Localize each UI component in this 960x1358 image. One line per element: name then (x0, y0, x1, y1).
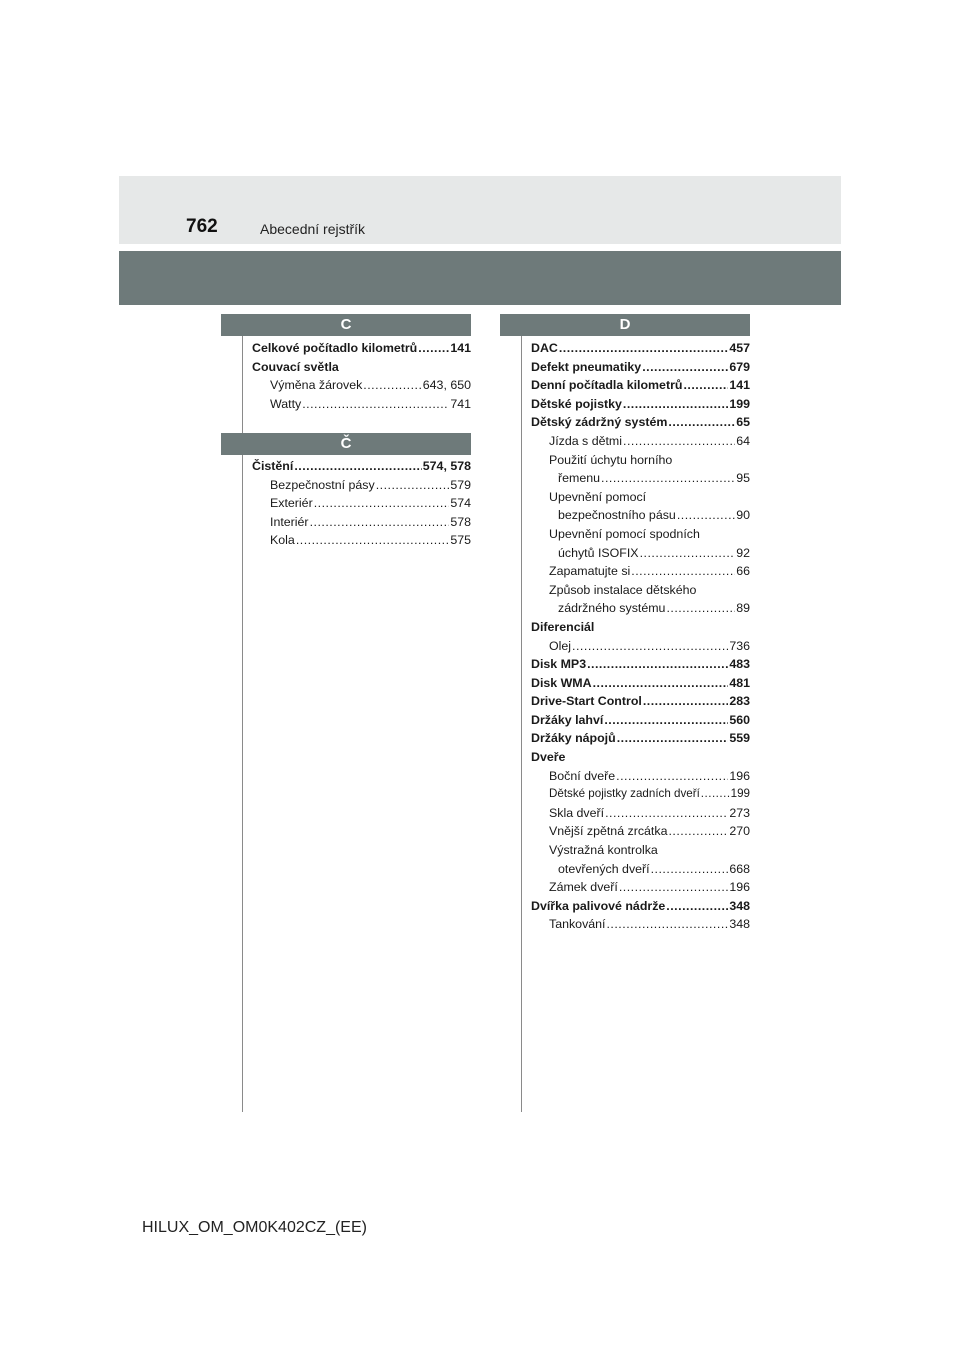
entry-pages: 578 (450, 514, 471, 529)
entry-pages: 348 (729, 898, 750, 913)
index-entry[interactable] (531, 525, 750, 544)
entry-text: Tankování (549, 917, 606, 932)
leader-dots (683, 376, 728, 395)
section-letter-ch: Č (221, 433, 471, 455)
entry-text: řemenu (558, 471, 601, 486)
entry-text: Celkové počítadlo kilometrů (252, 341, 418, 355)
index-entry[interactable] (531, 618, 750, 637)
entry-text: Defekt pneumatiky (531, 359, 642, 374)
entry-text: Dětský zádržný systém (531, 415, 668, 430)
entry-pages: 560 (729, 712, 750, 727)
index-entry[interactable] (531, 637, 750, 656)
entry-pages: 668 (729, 861, 750, 876)
entry-pages: 483 (729, 657, 750, 672)
entry-text: bezpečnostního pásu (558, 508, 676, 523)
entry-text: Watty (270, 396, 302, 411)
leader-dots (605, 804, 728, 823)
index-entry[interactable] (252, 358, 471, 377)
entry-pages: 95 (736, 471, 750, 486)
index-entry[interactable] (531, 897, 750, 916)
leader-dots (606, 915, 728, 934)
page-title: Abecední rejstřík (260, 221, 366, 237)
entry-pages: 481 (729, 675, 750, 690)
entry-pages: 199 (729, 396, 750, 411)
index-entry[interactable] (531, 451, 750, 470)
leader-dots (701, 785, 730, 804)
leader-dots (666, 897, 728, 916)
entry-text: Bezpečnostní pásy (270, 477, 375, 492)
entry-pages: 141 (729, 378, 750, 393)
entry-pages: 65 (736, 415, 750, 430)
entry-text: Držáky nápojů (531, 731, 616, 746)
index-entry[interactable] (531, 599, 750, 618)
index-entry[interactable] (252, 476, 471, 495)
entry-text: Denní počítadla kilometrů (531, 378, 683, 393)
entry-pages: 270 (729, 824, 750, 839)
leader-dots (640, 544, 736, 563)
leader-dots (642, 358, 728, 377)
index-entry[interactable] (531, 339, 750, 358)
leader-dots (623, 395, 728, 414)
index-entry[interactable] (252, 531, 471, 550)
entry-text: otevřených dveří (558, 861, 650, 876)
entry-pages: 64 (736, 433, 750, 448)
index-entry[interactable] (531, 581, 750, 600)
entry-text: Dveře (531, 750, 566, 765)
index-entry[interactable] (531, 674, 750, 693)
index-list-d (531, 339, 750, 934)
leader-dots (677, 506, 735, 525)
leader-dots (616, 767, 728, 786)
index-entry[interactable] (531, 711, 750, 730)
entry-pages: 66 (736, 564, 750, 579)
entry-pages: 559 (729, 731, 750, 746)
leader-dots (418, 339, 449, 358)
index-entry[interactable] (531, 358, 750, 377)
leader-dots (668, 822, 728, 841)
entry-pages: 575 (450, 533, 471, 548)
entry-text: Zapamatujte si (549, 564, 631, 579)
entry-pages: 196 (729, 880, 750, 895)
index-entry[interactable] (531, 562, 750, 581)
index-entry[interactable] (252, 339, 471, 358)
leader-dots (363, 376, 421, 395)
entry-text: Způsob instalace dětského (549, 582, 697, 597)
entry-text: Kola (270, 533, 295, 548)
index-entry[interactable] (252, 395, 471, 414)
index-entry[interactable] (531, 767, 750, 786)
entry-pages: 273 (729, 805, 750, 820)
index-list-ch (252, 457, 471, 550)
entry-text: Interiér (270, 514, 309, 529)
entry-text: Diferenciál (531, 619, 595, 634)
leader-dots (572, 637, 728, 656)
leader-dots (559, 339, 728, 358)
leader-dots (623, 432, 735, 451)
entry-text: Upevnění pomocí spodních (549, 526, 700, 541)
page-number: 762 (186, 216, 218, 237)
leader-dots (314, 494, 450, 513)
entry-pages: 199 (730, 787, 750, 801)
index-entry[interactable] (531, 860, 750, 879)
entry-pages: 679 (729, 359, 750, 374)
index-entry[interactable] (531, 822, 750, 841)
entry-pages: 736 (729, 638, 750, 653)
entry-pages: 92 (736, 545, 750, 560)
entry-pages: 457 (729, 341, 750, 355)
entry-text: Použití úchytu horního (549, 452, 673, 467)
entry-pages: 741 (450, 396, 471, 411)
leader-dots (302, 395, 449, 414)
entry-text: Držáky lahví (531, 712, 604, 727)
leader-dots (619, 878, 728, 897)
index-entry[interactable] (531, 469, 750, 488)
entry-pages: 90 (736, 508, 750, 523)
leader-dots (668, 413, 735, 432)
index-list-c (252, 339, 471, 413)
entry-text: Dětské pojistky (531, 396, 622, 411)
leader-dots (376, 476, 450, 495)
entry-pages: 574, 578 (422, 459, 471, 473)
index-entry[interactable] (531, 395, 750, 414)
leader-dots (617, 729, 729, 748)
index-entry[interactable] (531, 488, 750, 507)
entry-pages: 141 (450, 341, 471, 355)
entry-text: Jízda s dětmi (549, 433, 622, 448)
index-entry[interactable] (531, 748, 750, 767)
column-divider-right (521, 336, 522, 1112)
index-entry[interactable] (252, 457, 471, 476)
entry-text: Olej (549, 638, 572, 653)
index-entry[interactable] (531, 655, 750, 674)
entry-text: Zámek dveří (549, 880, 618, 895)
leader-dots (601, 469, 735, 488)
leader-dots (310, 513, 450, 532)
index-entry[interactable] (252, 376, 471, 395)
index-entry[interactable] (531, 878, 750, 897)
entry-text: úchytů ISOFIX (558, 545, 639, 560)
header-dark-band (119, 251, 841, 305)
header-band (119, 176, 841, 244)
entry-text: Upevnění pomocí (549, 489, 647, 504)
footer-document-code: HILUX_OM_OM0K402CZ_(EE) (142, 1219, 367, 1236)
entry-text: Disk WMA (531, 675, 592, 690)
entry-text: Výstražná kontrolka (549, 843, 658, 858)
leader-dots (666, 599, 735, 618)
entry-text: Couvací světla (252, 359, 339, 374)
entry-pages: 579 (450, 477, 471, 492)
section-letter-c: C (221, 314, 471, 336)
entry-text: Boční dveře (549, 768, 616, 783)
leader-dots (604, 711, 728, 730)
leader-dots (643, 692, 728, 711)
leader-dots (296, 531, 450, 550)
entry-text: Dětské pojistky zadních dveří (549, 787, 700, 801)
entry-text: Drive-Start Control (531, 694, 642, 709)
entry-pages: 196 (729, 768, 750, 783)
entry-text: Výměna žárovek (270, 378, 363, 393)
entry-text: Skla dveří (549, 805, 605, 820)
index-entry[interactable] (531, 915, 750, 934)
index-entry[interactable] (531, 804, 750, 823)
entry-text: Čistění (252, 459, 294, 473)
entry-text: Exteriér (270, 496, 313, 511)
index-entry[interactable] (252, 494, 471, 513)
entry-pages: 574 (450, 496, 471, 511)
leader-dots (593, 674, 729, 693)
index-entry[interactable] (252, 513, 471, 532)
index-entry[interactable] (531, 785, 750, 804)
index-entry[interactable] (531, 432, 750, 451)
entry-pages: 89 (736, 601, 750, 616)
index-entry[interactable] (531, 729, 750, 748)
entry-text: Vnější zpětná zrcátka (549, 824, 668, 839)
entry-text: zádržného systému (558, 601, 666, 616)
leader-dots (631, 562, 735, 581)
index-entry[interactable] (531, 413, 750, 432)
entry-text: DAC (531, 341, 558, 355)
index-entry[interactable] (531, 544, 750, 563)
entry-pages: 643, 650 (422, 378, 471, 393)
index-entry[interactable] (531, 506, 750, 525)
index-entry[interactable] (531, 841, 750, 860)
entry-text: Disk MP3 (531, 657, 587, 672)
index-entry[interactable] (531, 692, 750, 711)
leader-dots (651, 860, 729, 879)
leader-dots (294, 457, 421, 476)
entry-pages: 348 (729, 917, 750, 932)
entry-text: Dvířka palivové nádrže (531, 898, 666, 913)
entry-pages: 283 (729, 694, 750, 709)
section-letter-d: D (500, 314, 750, 336)
leader-dots (587, 655, 728, 674)
index-entry[interactable] (531, 376, 750, 395)
